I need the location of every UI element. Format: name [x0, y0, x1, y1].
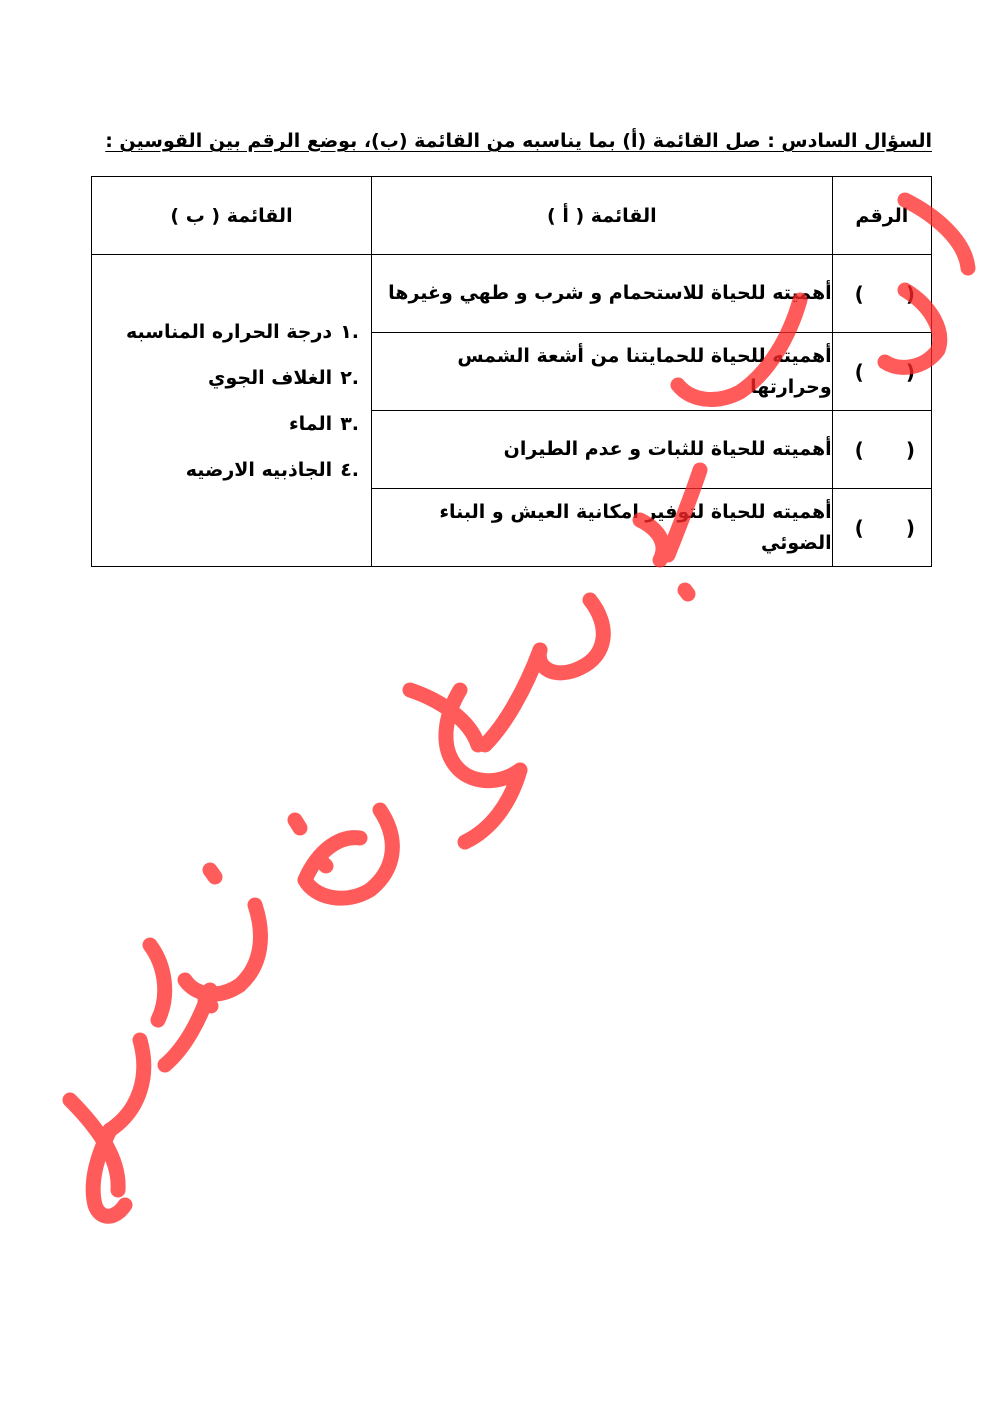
list-b-text: الماء: [288, 413, 333, 435]
answer-blank[interactable]: [832, 489, 931, 567]
table-row: [92, 255, 932, 333]
list-a-item: أهميته للحياة للثبات و عدم الطيران: [372, 411, 833, 489]
open-paren: (: [905, 359, 915, 384]
matching-table: [91, 176, 932, 567]
close-paren: ): [854, 359, 864, 384]
list-b-number: .٢: [340, 367, 360, 389]
list-b-item: [92, 363, 359, 409]
open-paren: (: [905, 281, 915, 306]
header-list-a: القائمة ( أ ): [372, 177, 833, 255]
question-title: السؤال السادس : صل القائمة (أ) بما يناسبه من القائمة (ب)، بوضع الرقم بين القوسين :: [105, 130, 932, 152]
answer-blank[interactable]: [832, 255, 931, 333]
list-b-item: [92, 409, 359, 455]
list-a-item: أهميته للحياة للحمايتنا من أشعة الشمس وحرارتها: [372, 333, 833, 411]
close-paren: ): [854, 281, 864, 306]
list-b-number: .٣: [340, 413, 360, 435]
open-paren: (: [905, 515, 915, 540]
answer-blank[interactable]: [832, 411, 931, 489]
header-number: الرقم: [832, 177, 931, 255]
open-paren: (: [905, 437, 915, 462]
answer-blank[interactable]: [832, 333, 931, 411]
close-paren: ): [854, 515, 864, 540]
list-b-item: [92, 455, 359, 501]
list-b-item: [92, 317, 359, 363]
list-a-item: أهميته للحياة للاستحمام و شرب و طهي وغيرها: [372, 255, 833, 333]
header-list-b: القائمة ( ب ): [92, 177, 372, 255]
list-b-number: .٤: [340, 459, 360, 481]
list-a-item: أهميته للحياة لتوفير امكانية العيش و البناء الضوئي: [372, 489, 833, 567]
list-b-text: درجة الحراره المناسبه: [125, 321, 333, 343]
list-b-text: الجاذبيه الارضيه: [185, 459, 333, 481]
list-b: [92, 255, 371, 501]
close-paren: ): [854, 437, 864, 462]
list-b-cell: [92, 255, 372, 567]
list-b-number: .١: [340, 321, 360, 343]
list-b-text: الغلاف الجوي: [208, 367, 333, 389]
table-header-row: [92, 177, 932, 255]
